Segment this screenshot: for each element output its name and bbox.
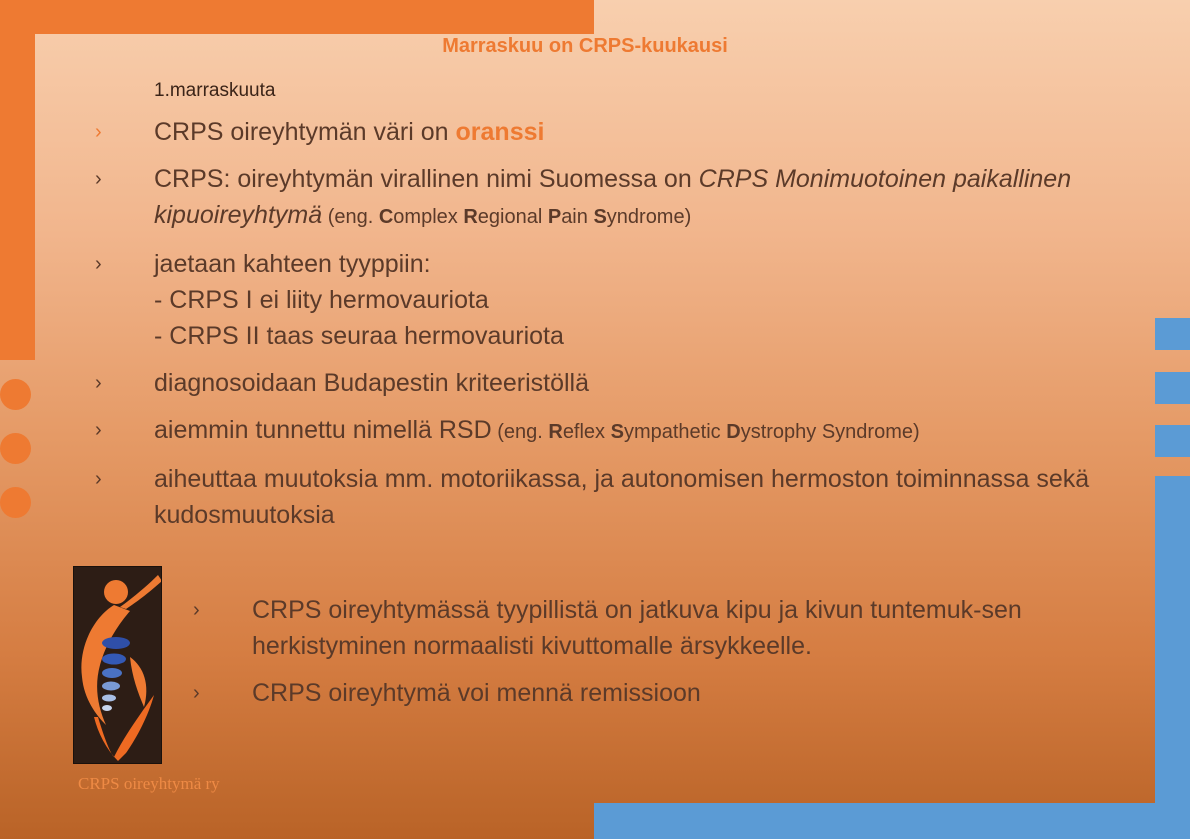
bullet-item xyxy=(95,114,1095,150)
bullet-text: CRPS oireyhtymä voi mennä remissioon xyxy=(252,679,701,707)
orange-dot xyxy=(0,379,31,410)
bullet-marker: › xyxy=(193,682,200,704)
bullet-marker: › xyxy=(95,468,102,490)
bullet-item xyxy=(95,412,1095,450)
bullet-item xyxy=(95,161,1095,235)
bullet-marker: › xyxy=(193,599,200,621)
secondary-bullet-list xyxy=(193,592,1093,722)
blue-right-bar xyxy=(1155,476,1190,839)
official-name: CRPS Monimuotoinen paikallinen kipuoireyhtymä xyxy=(154,165,1072,229)
highlight-text: oranssi xyxy=(455,118,545,146)
orange-left-bar xyxy=(0,0,35,360)
slide-title: Marraskuu on CRPS-kuukausi xyxy=(442,35,728,57)
bullet-item xyxy=(193,675,1093,711)
bullet-text: CRPS oireyhtymän väri on xyxy=(154,118,456,146)
bullet-item xyxy=(193,592,1093,664)
blue-square xyxy=(1155,318,1190,350)
bullet-item xyxy=(95,461,1095,533)
bullet-line: jaetaan kahteen tyyppiin: xyxy=(154,250,431,278)
bullet-marker: › xyxy=(95,121,102,143)
bullet-list xyxy=(95,114,1095,544)
blue-bottom-bar xyxy=(594,803,1190,839)
bullet-text: diagnosoidaan Budapestin kriteeristöllä xyxy=(154,369,590,397)
bullet-text: aiheuttaa muutoksia mm. motoriikassa, ja autonomisen hermoston toiminnassa sekä kudosmuutoksia xyxy=(154,465,1090,529)
english-note: (eng. Complex Regional Pain Syndrome) xyxy=(322,206,692,228)
bullet-item xyxy=(95,246,1095,354)
bullet-line: - CRPS I ei liity hermovauriota xyxy=(154,286,489,314)
orange-dot xyxy=(0,433,31,464)
bullet-text: aiemmin tunnettu nimellä RSD xyxy=(154,416,492,444)
blue-square xyxy=(1155,372,1190,404)
bullet-marker: › xyxy=(95,168,102,190)
bullet-text: CRPS oireyhtymässä tyypillistä on jatkuva kipu ja kivun tuntemuk-sen herkistyminen normaalisti kivuttomalle ärsykkeelle. xyxy=(252,596,1022,660)
bullet-item xyxy=(95,365,1095,401)
logo-caption: CRPS oireyhtymä ry xyxy=(78,774,220,793)
english-note: (eng. Reflex Sympathetic Dystrophy Syndrome) xyxy=(491,421,920,443)
blue-square xyxy=(1155,425,1190,457)
bullet-line: - CRPS II taas seuraa hermovauriota xyxy=(154,322,564,350)
bullet-marker: › xyxy=(95,419,102,441)
slide-date: 1.marraskuuta xyxy=(154,80,276,101)
orange-dot xyxy=(0,487,31,518)
crps-figure-logo-icon xyxy=(73,566,162,764)
bullet-text: CRPS: oireyhtymän virallinen nimi Suomessa on xyxy=(154,165,699,193)
orange-top-bar xyxy=(0,0,594,34)
bullet-marker: › xyxy=(95,372,102,394)
bullet-marker: › xyxy=(95,253,102,275)
